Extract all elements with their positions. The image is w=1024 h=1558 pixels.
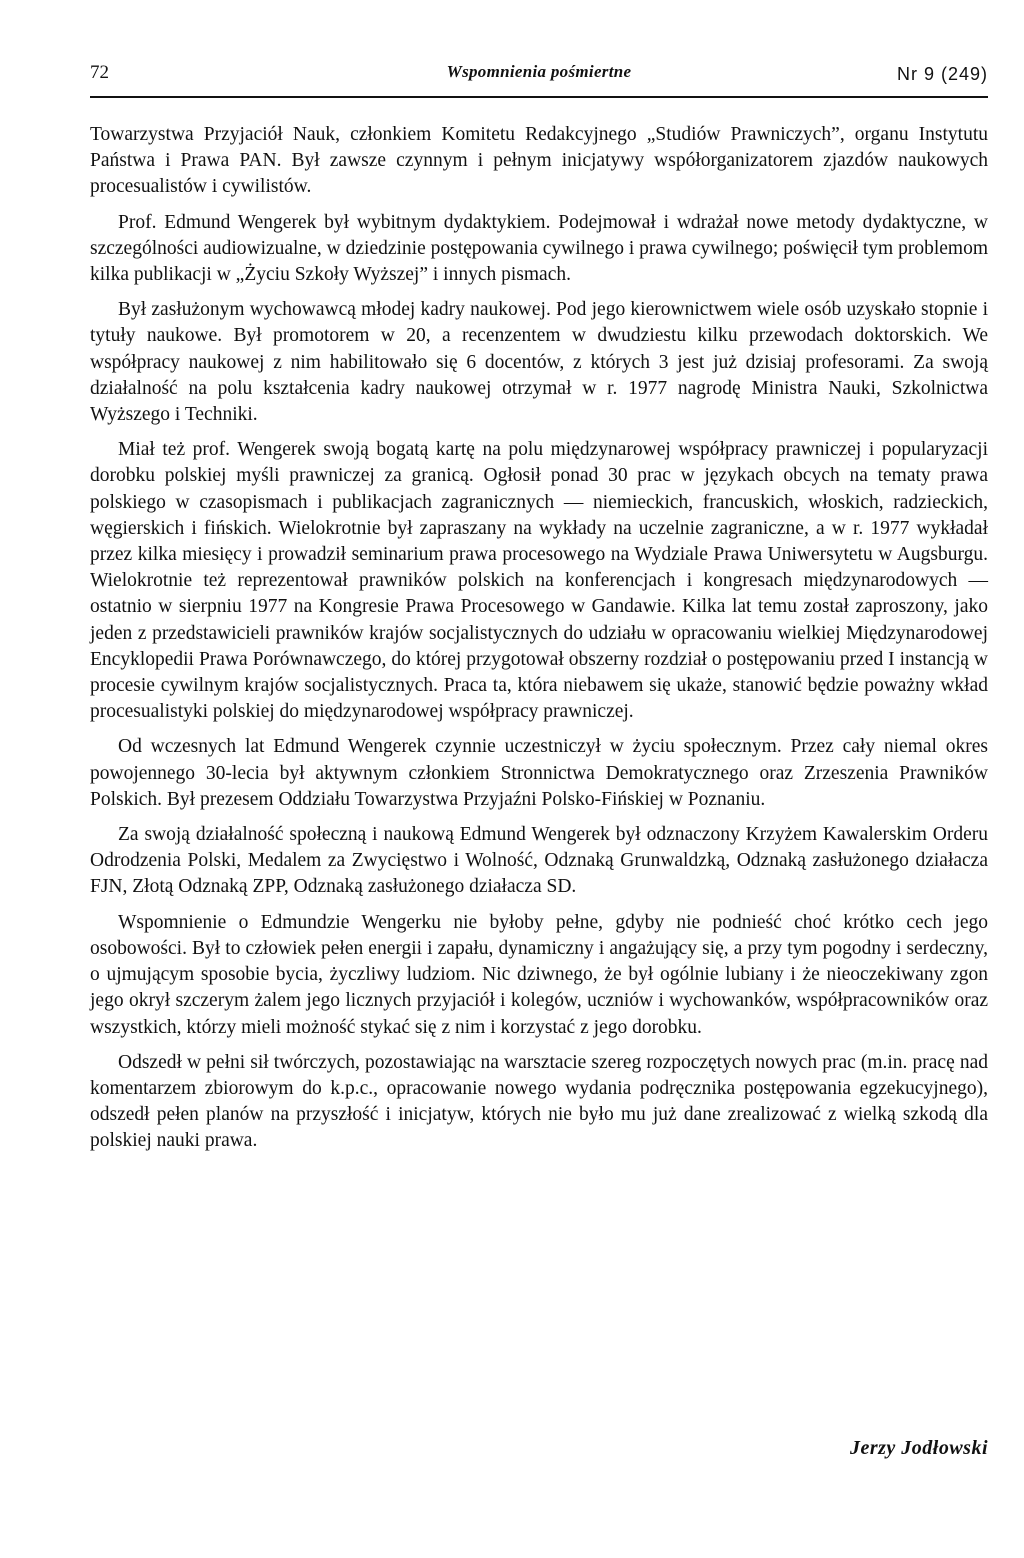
page-number: 72 (90, 62, 109, 83)
issue-number: Nr 9 (249) (896, 64, 988, 84)
running-header (90, 60, 988, 90)
paragraph: Towarzystwa Przyjaciół Nauk, członkiem Komitetu Redakcyjnego „Studiów Prawniczych”, organu Instytutu Państwa i Prawa PAN. Był zawsze czynnym i pełnym inicjatywy współorganizatorem zjazdów naukowych procesualistów i cywilistów. (90, 124, 988, 198)
paragraph: Był zasłużonym wychowawcą młodej kadry naukowej. Pod jego kierownictwem wiele osób uzyskało stopnie i tytuły naukowe. Był promotorem w 20, a recenzentem w dwudziestu kilku przewodach doktorskich. We współpracy naukowej z nim habilitowało się 6 docentów, z których 3 jest już dzisiaj profesorami. Za swoją działalność na polu kształcenia kadry naukowej otrzymał w r. 1977 nagrodę Ministra Nauki, Szkolnictwa Wyższego i Techniki. (90, 299, 988, 426)
section-title: Wspomnienia pośmiertne (446, 62, 632, 81)
paragraph: Od wczesnych lat Edmund Wengerek czynnie uczestniczył w życiu społecznym. Przez cały niemal okres powojennego 30-lecia był aktywnym członkiem Stronnictwa Demokratycznego oraz Zrzeszenia Prawników Polskich. Był prezesem Oddziału Towarzystwa Przyjaźni Polsko-Fińskiej w Poznaniu. (90, 736, 988, 810)
article-body (90, 122, 988, 1164)
author-signature: Jerzy Jodłowski (849, 1437, 988, 1459)
paragraph: Odszedł w pełni sił twórczych, pozostawiając na warsztacie szereg rozpoczętych nowych prac (m.in. pracę nad komentarzem zbiorowym do k.p.c., opracowanie nowego wydania podręcznika postępowania egzekucyjnego), odszedł pełen planów na przyszłość i inicjatyw, których nie było mu już dane zrealizować z wielką szkodą dla polskiej nauki prawa. (90, 1051, 988, 1152)
paragraph: Miał też prof. Wengerek swoją bogatą kartę na polu międzynarowej współpracy prawniczej i popularyzacji dorobku polskiej myśli prawniczej za granicą. Ogłosił ponad 30 prac w językach obcych na tematy prawa polskiego w czasopismach i publikacjach zagranicznych — niemieckich, francuskich, włoskich, radzieckich, węgierskich i fińskich. Wielokrotnie był zapraszany na wykłady na uczelnie zagraniczne, a w r. 1977 wykładał przez kilka miesięcy i prowadził seminarium prawa procesowego na Wydziale Prawa Uniwersytetu w Augsburgu. Wielokrotnie też reprezentował prawników polskich na konferencjach i kongresach międzynarodowych — ostatnio w sierpniu 1977 na Kongresie Prawa Procesowego w Gandawie. Kilka lat temu został zaproszony, jako jeden z przedstawicieli prawników krajów socjalistycznych do udziału w opracowaniu wielkiej Międzynarodowej Encyklopedii Prawa Porównawczego, do której przygotował obszerny rozdział o postępowaniu przed I instancją w procesie cywilnym krajów socjalistycznych. Praca ta, która niebawem się ukaże, stanowić będzie poważny wkład procesualistyki polskiej do międzynarodowej współpracy prawniczej. (90, 439, 988, 723)
paragraph: Prof. Edmund Wengerek był wybitnym dydaktykiem. Podejmował i wdrażał nowe metody dydaktyczne, w szczególności audiowizualne, w dziedzinie postępowania cywilnego i prawa cywilnego; poświęcił tym problemom kilka publikacji w „Życiu Szkoły Wyższej” i innych pismach. (90, 211, 988, 286)
paragraph: Za swoją działalność społeczną i naukową Edmund Wengerek był odznaczony Krzyżem Kawalerskim Orderu Odrodzenia Polski, Medalem za Zwycięstwo i Wolność, Odznaką Grunwaldzką, Odznaką zasłużonego działacza FJN, Złotą Odznaką ZPP, Odznaką zasłużonego działacza SD. (90, 824, 988, 898)
header-rule (90, 96, 988, 98)
paragraph: Wspomnienie o Edmundzie Wengerku nie byłoby pełne, gdyby nie podnieść choć krótko cech jego osobowości. Był to człowiek pełen energii i zapału, dynamiczny i angażujący się, a przy tym pogodny i serdeczny, o ujmującym sposobie bycia, życzliwy ludziom. Nic dziwnego, że był ogólnie lubiany i że nieoczekiwany zgon jego okrył szczerym żalem jego licznych przyjaciół i kolegów, uczniów i wychowanków, współpracowników oraz wszystkich, którzy mieli możność stykać się z nim i korzystać z jego dorobku. (90, 911, 988, 1038)
